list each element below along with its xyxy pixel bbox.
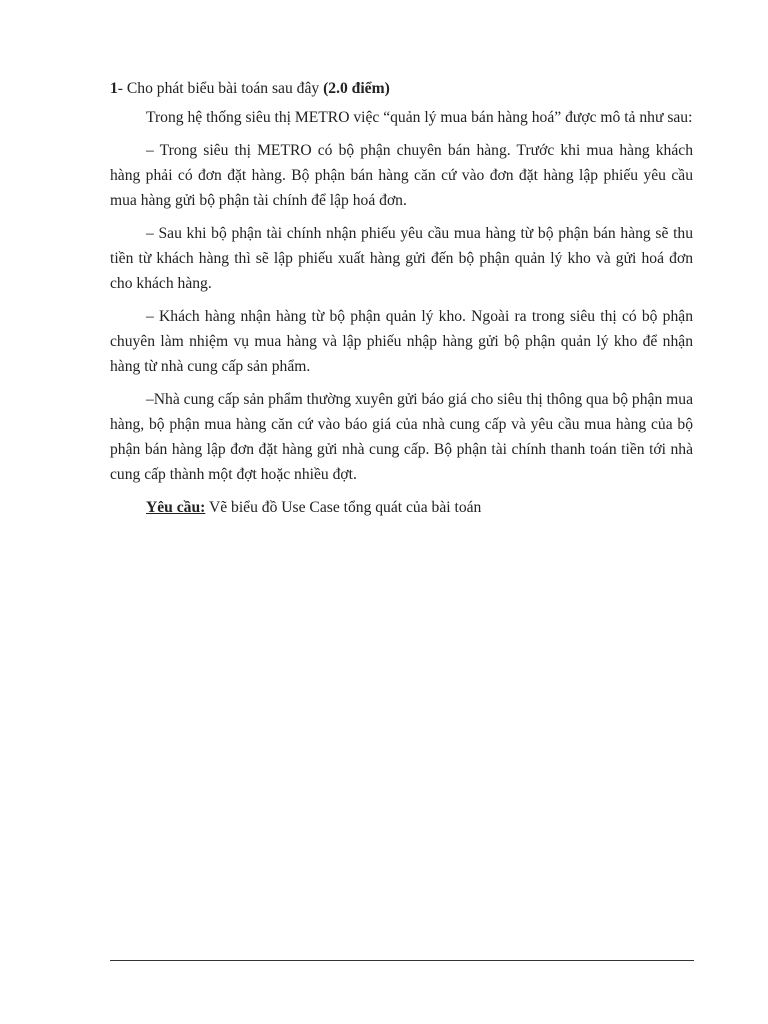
paragraph-warehouse: – Khách hàng nhận hàng từ bộ phận quản lý kho. Ngoài ra trong siêu thị có bộ phận chuyên làm nhiệm vụ mua hàng và lập phiếu nhập hàng gửi bộ phận quản lý kho để nhận hàng từ nhà cung cấp sản phẩm. (110, 308, 693, 375)
document-body (110, 76, 693, 528)
requirement-line (110, 495, 693, 520)
paragraph-intro: Trong hệ thống siêu thị METRO việc “quản lý mua bán hàng hoá” được mô tả như sau: (146, 109, 693, 126)
footer-divider (110, 960, 694, 961)
requirement-label: Yêu cầu: (146, 499, 206, 516)
question-text: - Cho phát biểu bài toán sau đây (117, 80, 324, 97)
paragraph-finance-department: – Sau khi bộ phận tài chính nhận phiếu yêu cầu mua hàng từ bộ phận bán hàng sẽ thu tiền từ khách hàng thì sẽ lập phiếu xuất hàng gửi đến bộ phận quản lý kho và gửi hoá đơn cho khách hàng. (110, 225, 693, 292)
paragraph-sales-department: – Trong siêu thị METRO có bộ phận chuyên bán hàng. Trước khi mua hàng khách hàng phải có đơn đặt hàng. Bộ phận bán hàng căn cứ vào đơn đặt hàng lập phiếu yêu cầu mua hàng gửi bộ phận tài chính để lập hoá đơn. (110, 142, 693, 209)
requirement-text: Vẽ biểu đồ Use Case tổng quát của bài toán (205, 499, 482, 516)
question-heading (110, 76, 693, 101)
question-points: (2.0 điểm) (323, 80, 390, 97)
question-number: 1 (110, 80, 118, 97)
paragraph-supplier: –Nhà cung cấp sản phẩm thường xuyên gửi báo giá cho siêu thị thông qua bộ phận mua hàng, bộ phận mua hàng căn cứ vào báo giá của nhà cung cấp và yêu cầu mua hàng của bộ phận bán hàng lập đơn đặt hàng gửi nhà cung cấp. Bộ phận tài chính thanh toán tiền tới nhà cung cấp thành một đợt hoặc nhiều đợt. (110, 391, 693, 483)
